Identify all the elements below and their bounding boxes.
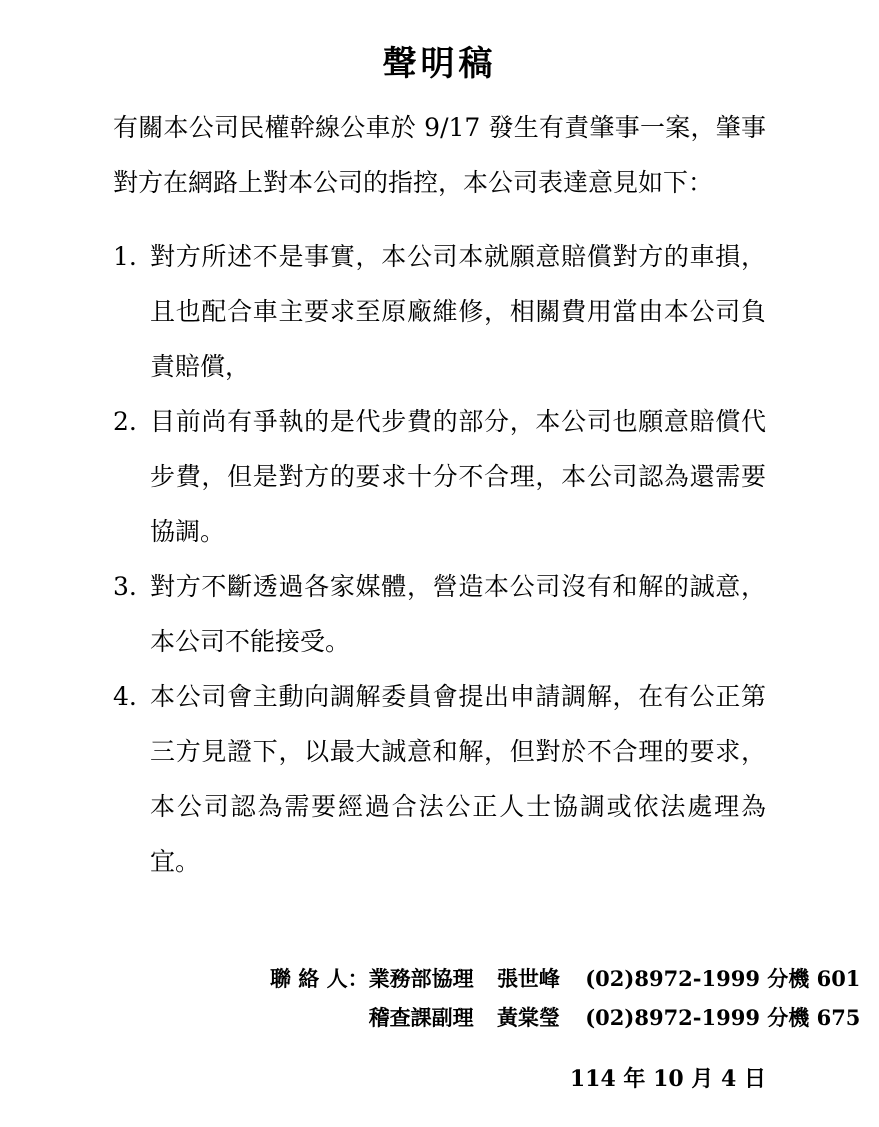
contact-phone: (02)8972-1999 分機 601 [585, 966, 861, 991]
list-item [113, 669, 766, 889]
list-item-line: 步費，但是對方的要求十分不合理，本公司認為還需要 [150, 462, 766, 491]
list-item-text [150, 559, 766, 669]
list-item-text [150, 229, 766, 394]
list-item-line: 對方所述不是事實，本公司本就願意賠償對方的車損， [150, 242, 766, 271]
list-item-text [150, 669, 766, 889]
list-item-line: 本公司認為需要經過合法公正人士協調或依法處理為 [150, 792, 766, 821]
contact-row [369, 998, 861, 1037]
list-item-number: 3. [113, 572, 137, 601]
list-item-number: 1. [113, 242, 137, 271]
list-item-line: 責賠償， [150, 352, 251, 381]
intro-paragraph [113, 100, 766, 210]
list-item-line: 且也配合車主要求至原廠維修，相關費用當由本公司負 [150, 297, 766, 326]
list-item-line: 協調。 [150, 517, 226, 546]
contact-row [369, 959, 861, 998]
intro-line: 有關本公司民權幹線公車於 9/17 發生有責肇事一案，肇事 [113, 113, 766, 142]
list-item-number: 2. [113, 407, 137, 436]
contact-phone: (02)8972-1999 分機 675 [585, 1005, 861, 1030]
list-item [113, 229, 766, 394]
numbered-list [113, 229, 766, 889]
document-title: 聲明稿 [382, 44, 497, 84]
list-item [113, 394, 766, 559]
contact-block [270, 959, 860, 1037]
list-item-line: 本公司會主動向調解委員會提出申請調解，在有公正第 [150, 682, 766, 711]
list-item-line: 宜。 [150, 847, 201, 876]
list-item-line: 目前尚有爭執的是代步費的部分，本公司也願意賠償代 [150, 407, 766, 436]
contact-name: 張世峰 [496, 966, 560, 991]
contact-title: 業務部協理 [368, 966, 474, 991]
contact-title: 稽查課副理 [368, 1005, 474, 1030]
contact-label: 聯 絡 人： [270, 966, 369, 991]
list-item-line: 對方不斷透過各家媒體，營造本公司沒有和解的誠意， [150, 572, 766, 601]
list-item-line: 三方見證下，以最大誠意和解，但對於不合理的要求， [150, 737, 766, 766]
contact-rows [369, 959, 861, 1037]
list-item-number: 4. [113, 682, 137, 711]
intro-line: 對方在網路上對本公司的指控，本公司表達意見如下： [113, 168, 714, 197]
list-item [113, 559, 766, 669]
contact-name: 黃棠瑩 [496, 1005, 560, 1030]
document-date: 114 年 10 月 4 日 [569, 1066, 766, 1092]
list-item-text [150, 394, 766, 559]
list-item-line: 本公司不能接受。 [150, 627, 351, 656]
